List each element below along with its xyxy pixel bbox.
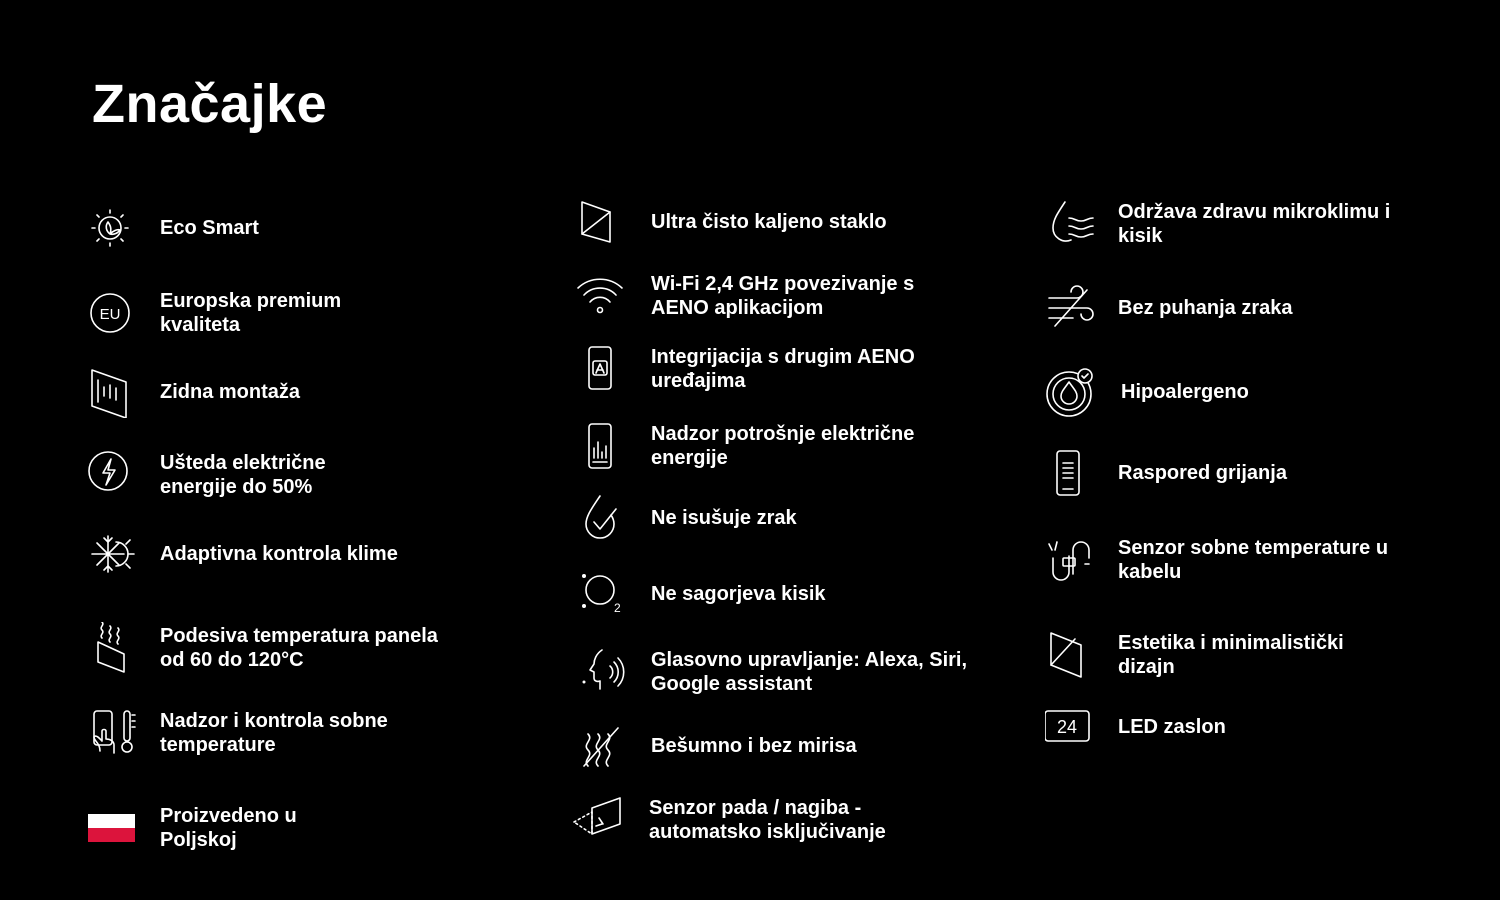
feature-label: Bez puhanja zraka: [1118, 297, 1293, 319]
feature-adaptive-climate: [88, 530, 508, 578]
feature-adjustable-temp: [88, 620, 508, 676]
feature-label: Nadzor i kontrola sobne temperature: [160, 710, 388, 756]
feature-label: LED zaslon: [1118, 716, 1226, 738]
feature-label: Senzor pada / nagiba - automatsko isključivanje: [649, 797, 886, 843]
minimal-panel-icon: [1045, 629, 1097, 681]
feature-label: Ultra čisto kaljeno staklo: [651, 211, 887, 233]
poland-flag-icon: [88, 802, 140, 854]
feature-label: Raspored grijanja: [1118, 462, 1287, 484]
feature-label: Ne isušuje zrak: [651, 507, 797, 529]
feature-label: Održava zdravu mikroklimu i kisik: [1118, 201, 1391, 247]
drop-waves-icon: [1045, 198, 1097, 250]
feature-made-in-poland: [88, 800, 508, 856]
page-title: Značajke: [92, 74, 328, 134]
feature-label: Europska premium kvaliteta: [160, 290, 342, 336]
eco-gear-icon: [88, 202, 140, 254]
no-smell-icon: [574, 720, 626, 772]
feature-heating-schedule: [1045, 449, 1485, 497]
feature-label: Zidna montaža: [160, 381, 301, 403]
cable-sensor-icon: [1045, 534, 1097, 586]
phone-chart-icon: [574, 420, 626, 472]
feature-no-air-blowing: [1045, 284, 1485, 332]
feature-minimal-design: [1045, 631, 1485, 679]
drop-check-icon: [574, 492, 626, 544]
feature-silent: [574, 722, 1014, 770]
feature-tempered-glass: [574, 198, 1014, 246]
feature-led-display: [1045, 703, 1485, 751]
feature-voice-control: [574, 648, 1014, 696]
tilt-sensor-icon: [572, 794, 624, 846]
wifi-icon: [574, 270, 626, 322]
led-digits: 24: [1056, 717, 1078, 737]
feature-tilt-sensor: [572, 792, 1012, 848]
feature-no-drying: [574, 494, 1014, 542]
feature-room-temp-control: [88, 705, 508, 761]
wall-mount-icon: [88, 366, 140, 418]
hypoallergenic-icon: [1045, 366, 1097, 418]
feature-label: Ne sagorjeva kisik: [651, 583, 826, 605]
o2-subscript: 2: [614, 601, 621, 615]
feature-label: Ušteda električne energije do 50%: [160, 452, 326, 498]
feature-eco-smart: [88, 204, 508, 252]
feature-wall-mount: [88, 368, 508, 416]
feature-label: Eco Smart: [160, 217, 259, 239]
led-display-icon: [1045, 701, 1097, 753]
feature-label: Hipoalergeno: [1121, 381, 1249, 403]
feature-aeno-integration: [574, 345, 1014, 393]
feature-wifi: [574, 272, 1014, 320]
eu-badge-icon: [88, 287, 140, 339]
eu-badge-text: EU: [99, 306, 121, 323]
glass-panel-icon: [574, 196, 626, 248]
phone-app-icon: [574, 343, 626, 395]
feature-hypoallergenic: [1045, 366, 1485, 418]
feature-label: Podesiva temperatura panela od 60 do 120°C: [160, 625, 438, 671]
feature-cable-sensor: [1045, 536, 1485, 584]
phone-schedule-icon: [1045, 447, 1097, 499]
feature-label: Bešumno i bez mirisa: [651, 735, 857, 757]
feature-label: Wi-Fi 2,4 GHz povezivanje s AENO aplikacijom: [651, 273, 915, 319]
no-wind-icon: [1045, 282, 1097, 334]
feature-label: Glasovno upravljanje: Alexa, Siri, Google assistant: [651, 649, 968, 695]
lightning-icon: [88, 449, 140, 501]
feature-label: Senzor sobne temperature u kabelu: [1118, 537, 1389, 583]
feature-label: Nadzor potrošnje električne energije: [651, 423, 915, 469]
feature-label: Adaptivna kontrola klime: [160, 543, 398, 565]
feature-eu-quality: [88, 289, 508, 337]
phone-thermometer-icon: [88, 707, 140, 759]
feature-label: Proizvedeno u Poljskoj: [160, 805, 297, 851]
feature-energy-monitoring: [574, 422, 1014, 470]
snow-sun-icon: [88, 528, 140, 580]
feature-no-oxygen-burn: [574, 570, 1014, 618]
voice-icon: [574, 646, 626, 698]
feature-energy-saving: [88, 451, 508, 499]
heat-panel-icon: [88, 622, 140, 674]
feature-healthy-microclimate: [1045, 200, 1485, 248]
feature-label: Estetika i minimalistički dizajn: [1118, 632, 1344, 678]
oxygen-icon: [574, 568, 626, 620]
feature-label: Integrijacija s drugim AENO uređajima: [651, 346, 915, 392]
